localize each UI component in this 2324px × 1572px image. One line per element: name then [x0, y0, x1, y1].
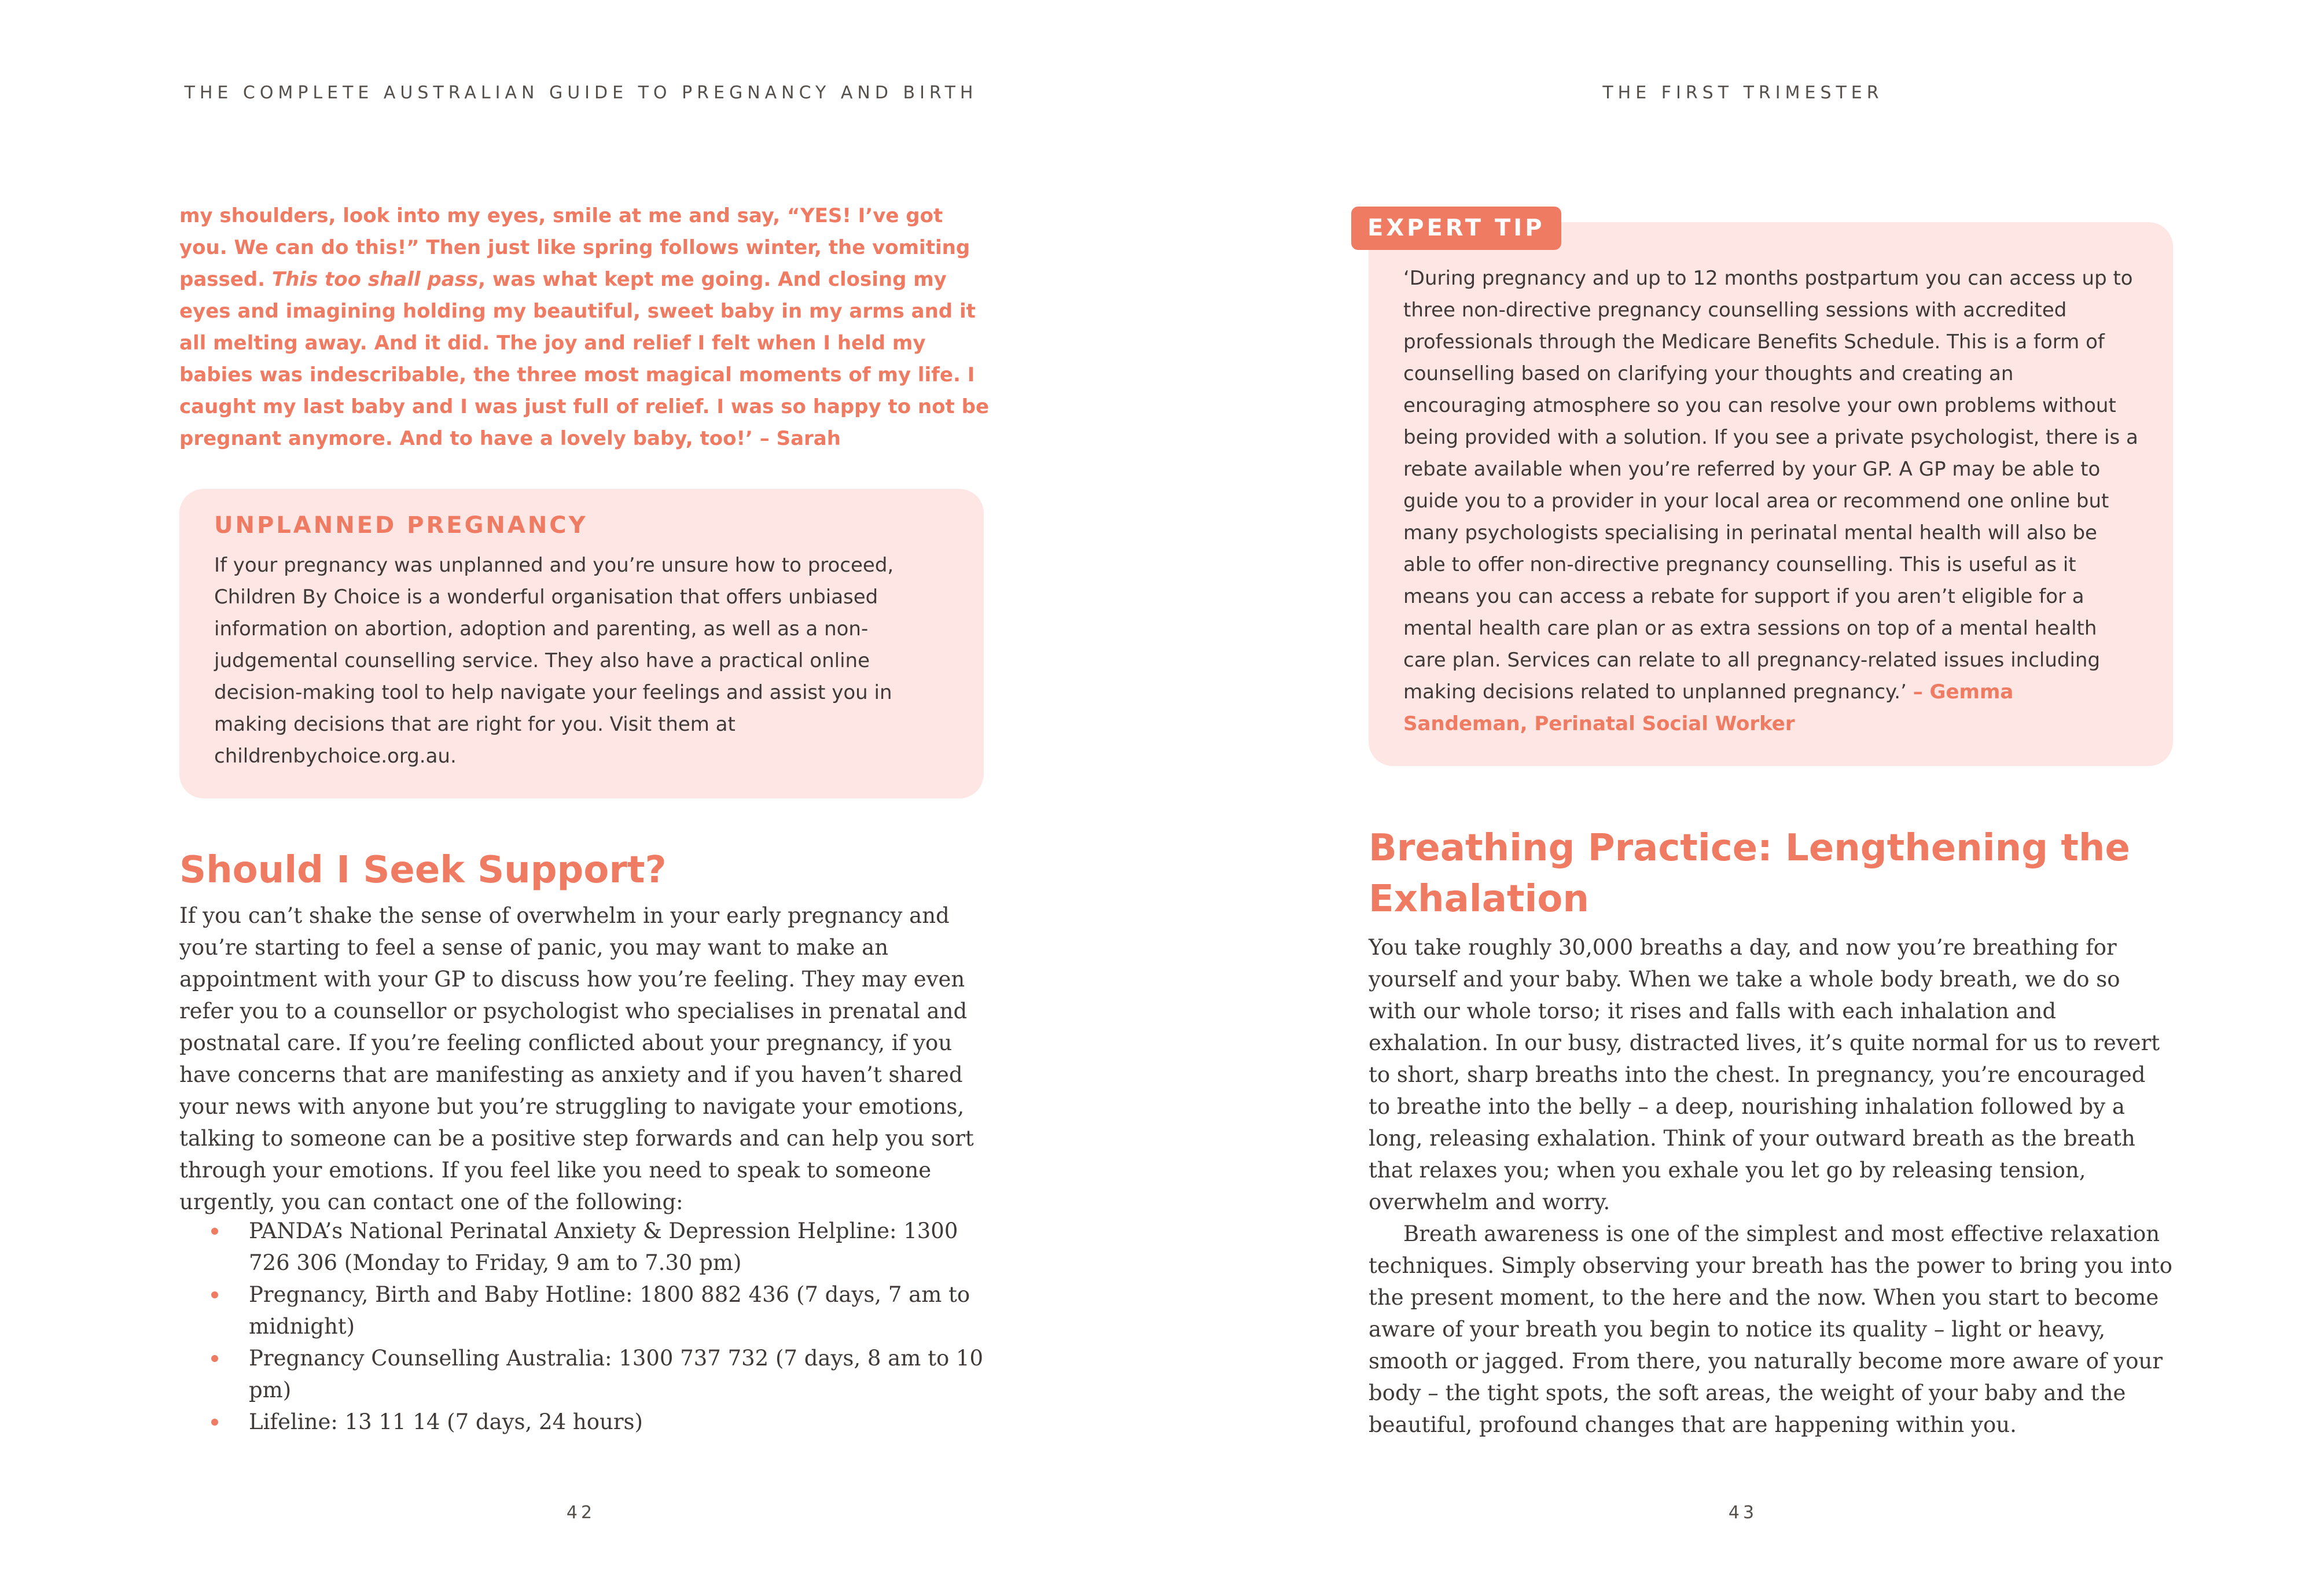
section-heading: Breathing Practice: Lengthening the Exhalation: [1369, 827, 2130, 921]
expert-tip-badge: EXPERT TIP: [1351, 207, 1561, 250]
page-number: 42: [566, 1503, 596, 1523]
expert-tip-body: [1403, 263, 2141, 740]
list-item: [179, 1342, 990, 1406]
section-heading: Should I Seek Support?: [179, 849, 667, 892]
bullet-icon: [211, 1355, 218, 1362]
body-paragraph-2: Breath awareness is one of the simplest and most effective relaxation techniques. Simply observing your breath has the power to bring you into the present moment, to the here and the now. When you start to become aware of your breath you begin to notice its quality – light or heavy, smooth or jagged. From there, you naturally become more aware of your body – the tight spots, the soft areas, the weight of your baby and the beautiful, profound changes that are happening within you.: [1369, 1221, 2173, 1437]
list-item-text: PANDA’s National Perinatal Anxiety & Depression Helpline: 1300 726 306 (Monday to Friday, 9 am to 7.30 pm): [249, 1218, 958, 1275]
quote-story: [179, 200, 990, 455]
running-head: THE COMPLETE AUSTRALIAN GUIDE TO PREGNANCY AND BIRTH: [184, 83, 978, 103]
unplanned-pregnancy-box: [179, 489, 984, 798]
page-number: 43: [1728, 1503, 1758, 1523]
expert-tip-text: ‘During pregnancy and up to 12 months postpartum you can access up to three non-directive pregnancy counselling sessions with accredited professionals through the Medicare Benefits Schedule. This is a form of counselling based on clarifying your thoughts and creating an encouraging atmosphere so you can resolve your own problems without being provided with a solution. If you see a private psychologist, there is a rebate available when you’re referred by your GP. A GP may be able to guide you to a provider in your local area or recommend one online but many psychologists specialising in perinatal mental health will also be able to offer non-directive pregnancy counselling. This is useful as it means you can access a rebate for support if you aren’t eligible for a mental health care plan or as extra sessions on top of a mental health care plan. Services can relate to all pregnancy-related issues including making decisions related to unplanned pregnancy.’: [1403, 267, 2138, 704]
list-item: [179, 1279, 990, 1342]
running-head: THE FIRST TRIMESTER: [1602, 83, 1884, 103]
body-paragraph: If you can’t shake the sense of overwhelm in your early pregnancy and you’re starting to feel a sense of panic, you may want to make an appointment with your GP to discuss how you’re feeling. They may even refer you to a counsellor or psychologist who specialises in prenatal and postnatal care. If you’re feeling conflicted about your pregnancy, if you have concerns that are manifesting as anxiety and if you haven’t shared your news with anyone but you’re struggling to navigate your emotions, talking to someone can be a positive step forwards and can help you sort through your emotions. If you feel like you need to speak to someone urgently, you can contact one of the following:: [179, 903, 974, 1214]
story-text-1: my shoulders, look into my eyes, smile at me and say, “YES! I’ve got you. We can do this!” Then just like spring follows winter, the vomiting passed.: [179, 204, 970, 291]
list-item-text: Pregnancy, Birth and Baby Hotline: 1800 882 436 (7 days, 7 am to midnight): [249, 1282, 970, 1339]
story-italic: This too shall pass: [271, 268, 479, 291]
callout-body: If your pregnancy was unplanned and you’re unsure how to proceed, Children By Choice is a wonderful organisation that offers unbiased information on abortion, adoption and parenting, as well as a non-judgemental counselling service. They also have a practical online decision-making tool to help navigate your feelings and assist you in making decisions that are right for you. Visit them at childrenbychoice.org.au.: [214, 554, 894, 768]
list-item: [179, 1215, 990, 1279]
list-item-text: Pregnancy Counselling Australia: 1300 737 732 (7 days, 8 am to 10 pm): [249, 1346, 984, 1402]
callout-title: UNPLANNED PREGNANCY: [214, 512, 588, 539]
expert-tip-box: [1369, 222, 2173, 766]
bullet-icon: [211, 1291, 218, 1298]
support-list: [179, 1215, 990, 1438]
expert-attribution: – Gemma Sandeman, Perinatal Social Worker: [1403, 680, 2014, 735]
body-text: [1369, 932, 2173, 1441]
story-text-2: , was what kept me going. And closing my eyes and imagining holding my beautiful, sweet baby in my arms and it all melting away. And it did. The joy and relief I felt when I held my babies was indescribable, the three most magical moments of my life. I caught my last baby and I was just full of relief. I was so happy to not be pregnant anymore. And to have a lovely baby, too!’ – Sarah: [179, 268, 990, 450]
body-paragraph-1: You take roughly 30,000 breaths a day, and now you’re breathing for yourself and your baby. When we take a whole body breath, we do so with our whole torso; it rises and falls with each inhalation and exhalation. In our busy, distracted lives, it’s quite normal for us to revert to short, sharp breaths into the chest. In pregnancy, you’re encouraged to breathe into the belly – a deep, nourishing inhalation followed by a long, releasing exhalation. Think of your outward breath as the breath that relaxes you; when you exhale you let go by releasing tension, overwhelm and worry.: [1369, 935, 2160, 1214]
list-item: [179, 1406, 990, 1438]
list-item-text: Lifeline: 13 11 14 (7 days, 24 hours): [249, 1409, 643, 1434]
bullet-icon: [211, 1419, 218, 1426]
bullet-icon: [211, 1228, 218, 1235]
